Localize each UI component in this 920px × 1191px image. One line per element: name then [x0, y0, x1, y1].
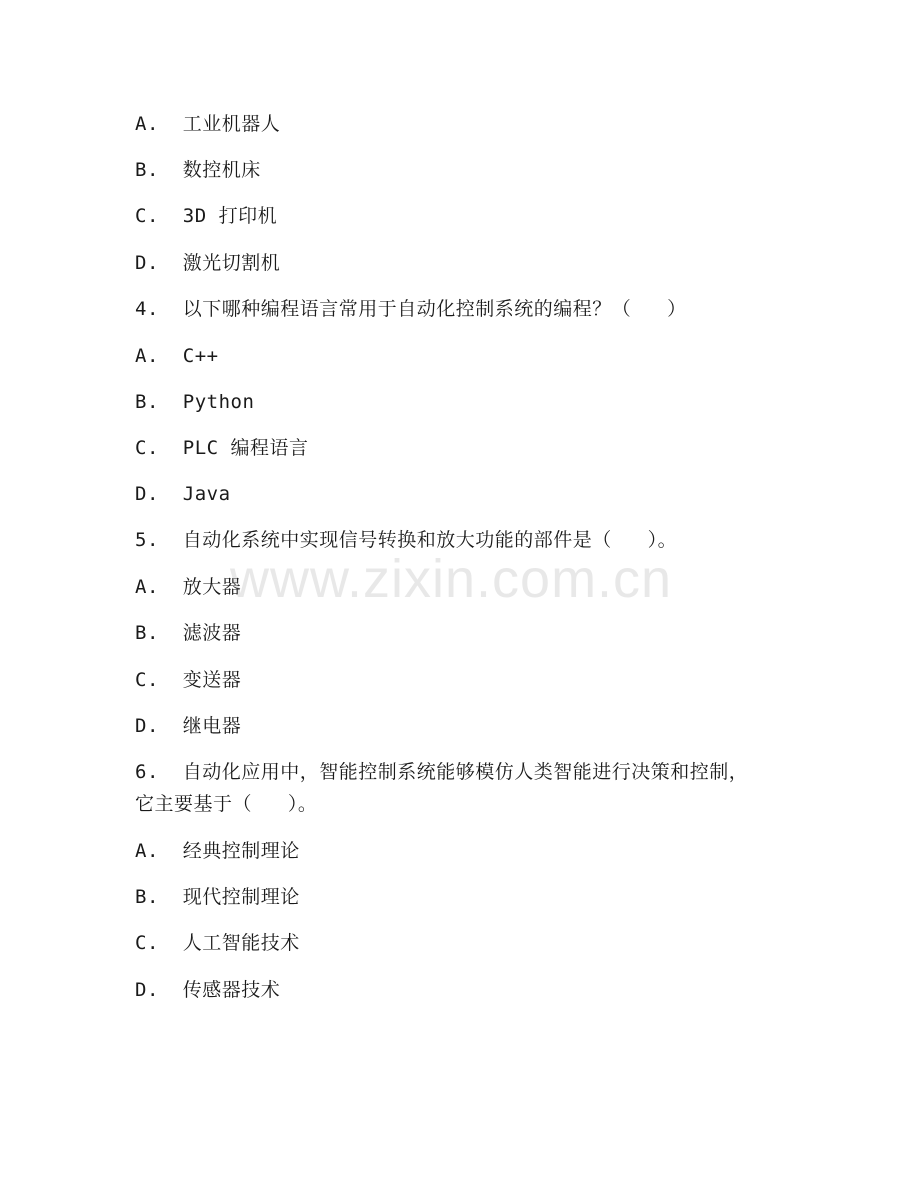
- q4-option-d: D. Java: [135, 483, 231, 505]
- q4-option-b: B. Python: [135, 391, 255, 413]
- q4-option-a: A. C++: [135, 345, 219, 367]
- q5-option-d: D. 继电器: [135, 715, 242, 737]
- q4-option-c: C. PLC 编程语言: [135, 437, 309, 459]
- q6-option-c: C. 人工智能技术: [135, 932, 300, 954]
- q5-option-c: C. 变送器: [135, 669, 242, 691]
- q3-option-b: B. 数控机床: [135, 159, 261, 181]
- q5-option-a: A. 放大器: [135, 576, 242, 598]
- question-6-line-2: 它主要基于（ ）。: [135, 793, 318, 815]
- watermark: www.zixin.com.cn: [230, 549, 673, 609]
- q3-option-d: D. 激光切割机: [135, 252, 281, 274]
- q5-option-b: B. 滤波器: [135, 622, 242, 644]
- question-4: 4. 以下哪种编程语言常用于自动化控制系统的编程？（ ）: [135, 298, 687, 320]
- question-5: 5. 自动化系统中实现信号转换和放大功能的部件是（ ）。: [135, 529, 678, 551]
- q3-option-a: A. 工业机器人: [135, 113, 281, 135]
- q6-option-a: A. 经典控制理论: [135, 840, 300, 862]
- q6-option-d: D. 传感器技术: [135, 979, 281, 1001]
- question-6-line-1: 6. 自动化应用中，智能控制系统能够模仿人类智能进行决策和控制，: [135, 761, 749, 783]
- q6-option-b: B. 现代控制理论: [135, 886, 300, 908]
- q3-option-c: C. 3D 打印机: [135, 205, 278, 227]
